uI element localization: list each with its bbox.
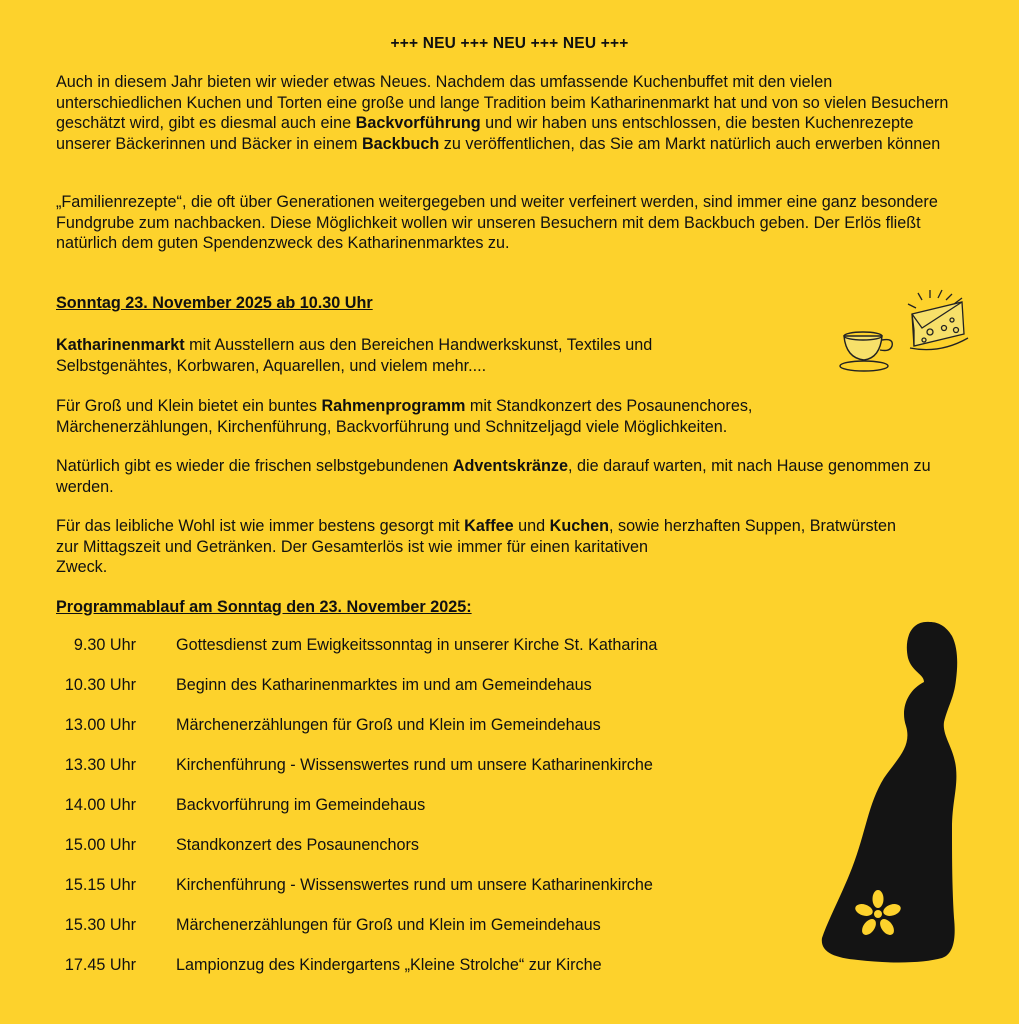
schedule-description: Märchenerzählungen für Groß und Klein im Gemeindehaus <box>176 916 601 934</box>
food-bold-kuchen: Kuchen <box>549 517 610 535</box>
schedule-description: Märchenerzählungen für Groß und Klein im Gemeindehaus <box>176 716 601 734</box>
schedule-time: 13.30 Uhr <box>64 756 136 774</box>
intro-paragraph <box>56 72 956 154</box>
market-paragraph <box>56 335 756 376</box>
food-text-e: Zweck. <box>56 558 108 576</box>
schedule-description: Kirchenführung - Wissenswertes rund um unsere Katharinenkirche <box>176 876 653 894</box>
schedule-description: Kirchenführung - Wissenswertes rund um unsere Katharinenkirche <box>176 756 653 774</box>
schedule-time: 15.30 Uhr <box>64 916 136 934</box>
intro-text-c: und wir haben uns entschlossen, die besten Kuchenrezepte unserer Bäckerinnen und Bäcker in einem <box>56 114 914 153</box>
schedule-description: Beginn des Katharinenmarktes im und am Gemeindehaus <box>176 676 592 694</box>
schedule-description: Gottesdienst zum Ewigkeitssonntag in unserer Kirche St. Katharina <box>176 636 658 654</box>
intro-text-a: Auch in diesem Jahr bieten wir wieder etwas Neues. Nachdem das umfassende Kuchenbuffet mit den vielen unterschiedlichen Kuchen und Torten eine große und lange Tradition beim Katharinenmarkt hat und von so vielen Besuchern geschätzt wird, gibt es diesmal auch eine <box>56 73 949 132</box>
schedule-time: 14.00 Uhr <box>64 796 136 814</box>
advent-paragraph <box>56 456 936 497</box>
food-bold-kaffee: Kaffee <box>464 517 514 535</box>
program-text-a: Für Groß und Klein bietet ein buntes <box>56 397 322 415</box>
intro-bold-backbuch: Backbuch <box>361 134 440 153</box>
date-heading: Sonntag 23. November 2025 ab 10.30 Uhr <box>56 294 373 312</box>
schedule-time: 9.30 Uhr <box>73 636 136 654</box>
schedule-description: Lampionzug des Kindergartens „Kleine Strolche“ zur Kirche <box>176 956 602 974</box>
cake-slice-icon <box>900 284 976 356</box>
katharina-figure-icon <box>812 618 982 968</box>
program-bold-rahmenprogramm: Rahmenprogramm <box>321 397 466 415</box>
food-text-c: und <box>513 517 550 535</box>
program-paragraph <box>56 396 846 437</box>
schedule-time: 17.45 Uhr <box>64 956 136 974</box>
schedule-description: Backvorführung im Gemeindehaus <box>176 796 426 814</box>
advent-bold-adventskraenze: Adventskränze <box>452 457 568 475</box>
food-paragraph <box>56 516 906 578</box>
schedule-time: 10.30 Uhr <box>64 676 136 694</box>
market-bold-katharinenmarkt: Katharinenmarkt <box>56 336 185 354</box>
schedule-time: 13.00 Uhr <box>64 716 136 734</box>
schedule-time: 15.15 Uhr <box>64 876 136 894</box>
intro-bold-backvorfuehrung: Backvorführung <box>355 114 481 132</box>
food-text-a: Für das leibliche Wohl ist wie immer bestens gesorgt mit <box>56 517 465 535</box>
schedule-heading: Programmablauf am Sonntag den 23. November 2025: <box>56 598 472 616</box>
intro-text-d: zu veröffentlichen, das Sie am Markt natürlich auch erwerben können <box>439 134 941 153</box>
coffee-cup-icon <box>838 326 902 374</box>
advent-text-a: Natürlich gibt es wieder die frischen selbstgebundenen <box>56 457 453 475</box>
schedule-time: 15.00 Uhr <box>64 836 136 854</box>
news-banner: +++ NEU +++ NEU +++ NEU +++ <box>390 35 629 52</box>
program-text-c: mit Standkonzert des Posaunenchores, Märchenerzählungen, Kirchenführung, Backvorführung und Schnitzeljagd viele Möglichkeiten. <box>56 397 753 436</box>
advent-text-c: , die darauf warten, mit nach Hause genommen zu werden. <box>56 457 931 496</box>
schedule-description: Standkonzert des Posaunenchors <box>176 836 419 854</box>
family-recipes-paragraph: „Familienrezepte“, die oft über Generationen weitergegeben und weiter verfeinert werden, sind immer eine ganz besondere Fundgrube zum nachbacken. Diese Möglichkeit wollen wir unseren Besuchern mit dem Backbuch geben. Der Erlös fließt natürlich dem guten Spendenzweck des Katharinenmarktes zu. <box>56 193 938 252</box>
food-text-d: , sowie herzhaften Suppen, Bratwürsten zur Mittagszeit und Getränken. Der Gesamterlös ist wie immer für einen karitativen <box>56 517 897 556</box>
market-text: mit Ausstellern aus den Bereichen Handwerkskunst, Textiles und Selbstgenähtes, Korbwaren, Aquarellen, und vielem mehr.... <box>56 336 653 375</box>
